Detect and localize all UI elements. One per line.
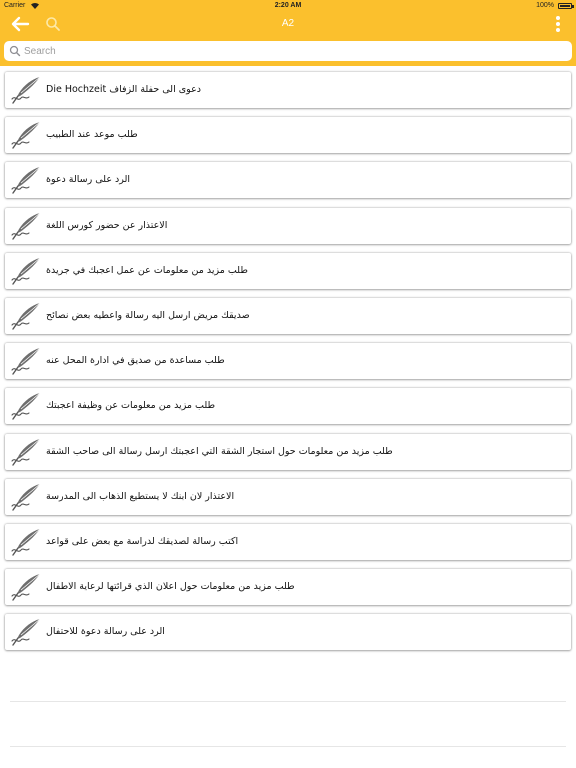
list-item-label: الرد على رسالة دعوة للاحتفال xyxy=(46,626,165,638)
quill-icon xyxy=(10,121,42,150)
quill-icon xyxy=(10,257,42,286)
status-bar xyxy=(0,0,576,12)
list-item[interactable] xyxy=(5,162,571,198)
search-field[interactable] xyxy=(4,41,572,61)
list-item-label: طلب مزيد من معلومات حول استجار الشقة التي اعجبتك ارسل رسالة الى صاحب الشقة xyxy=(46,445,393,457)
quill-icon xyxy=(10,573,42,602)
quill-icon xyxy=(10,302,42,331)
battery-icon xyxy=(558,3,572,9)
list-item[interactable] xyxy=(5,253,571,289)
nav-bar xyxy=(0,12,576,37)
arrow-left-icon[interactable] xyxy=(10,15,30,33)
quill-icon xyxy=(10,166,42,195)
list-item-label: طلب مزيد من معلومات عن وظيفة اعجبتك xyxy=(46,400,216,412)
search-input[interactable] xyxy=(24,43,564,59)
list-item-label: اكتب رسالة لصديقك لدراسة مع بعض على قواعد xyxy=(46,536,239,547)
search-bar xyxy=(0,37,576,66)
status-time: 2:20 AM xyxy=(274,2,302,9)
list-item-label: طلب مزيد من معلومات حول اعلان الذي قرائتها لرعاية الاطفال xyxy=(46,581,295,593)
quill-icon xyxy=(10,76,42,105)
list-item[interactable] xyxy=(5,72,571,108)
list-item[interactable] xyxy=(5,208,571,244)
page-title: A2 xyxy=(281,18,295,29)
list-item[interactable] xyxy=(5,343,571,379)
quill-icon xyxy=(10,212,42,241)
quill-icon xyxy=(10,618,42,647)
list-item[interactable] xyxy=(5,117,571,153)
quill-icon xyxy=(10,347,42,376)
list-item[interactable] xyxy=(5,434,571,470)
list-item[interactable] xyxy=(5,614,571,650)
list-item-label: صديقك مريض ارسل اليه رسالة واعطيه بعض نصائح xyxy=(46,310,250,321)
list-item-label: طلب مزيد من معلومات عن عمل اعجبك في جريدة xyxy=(46,264,248,276)
quill-icon xyxy=(10,483,42,512)
quill-icon xyxy=(10,392,42,421)
list-item-label: الاعتذار لان ابنك لا يستطيع الذهاب الى المدرسة xyxy=(46,490,235,502)
list-item[interactable] xyxy=(5,569,571,605)
list-item[interactable] xyxy=(5,479,571,515)
list-item-label: دعوى الى حفلة الزفاف Die Hochzeit xyxy=(46,84,201,95)
magnifier-icon xyxy=(9,45,21,57)
list-item[interactable] xyxy=(5,298,571,334)
list-item-label: طلب مساعدة من صديق في ادارة المحل عنه xyxy=(46,355,225,367)
carrier-label: Carrier xyxy=(4,2,26,9)
empty-row-divider xyxy=(10,746,566,747)
search-icon[interactable] xyxy=(44,15,62,33)
list-item[interactable] xyxy=(5,388,571,424)
empty-row-divider xyxy=(10,701,566,702)
battery-percent: 100% xyxy=(536,2,554,9)
quill-icon xyxy=(10,528,42,557)
quill-icon xyxy=(10,438,42,467)
more-vertical-icon[interactable] xyxy=(554,14,562,34)
list-item-label: الرد على رسالة دعوة xyxy=(46,174,131,186)
list-item-label: طلب موعد عند الطبيب xyxy=(46,129,138,141)
list-item-label: الاعتذار عن حضور كورس اللغة xyxy=(46,219,168,231)
list-item[interactable] xyxy=(5,524,571,560)
